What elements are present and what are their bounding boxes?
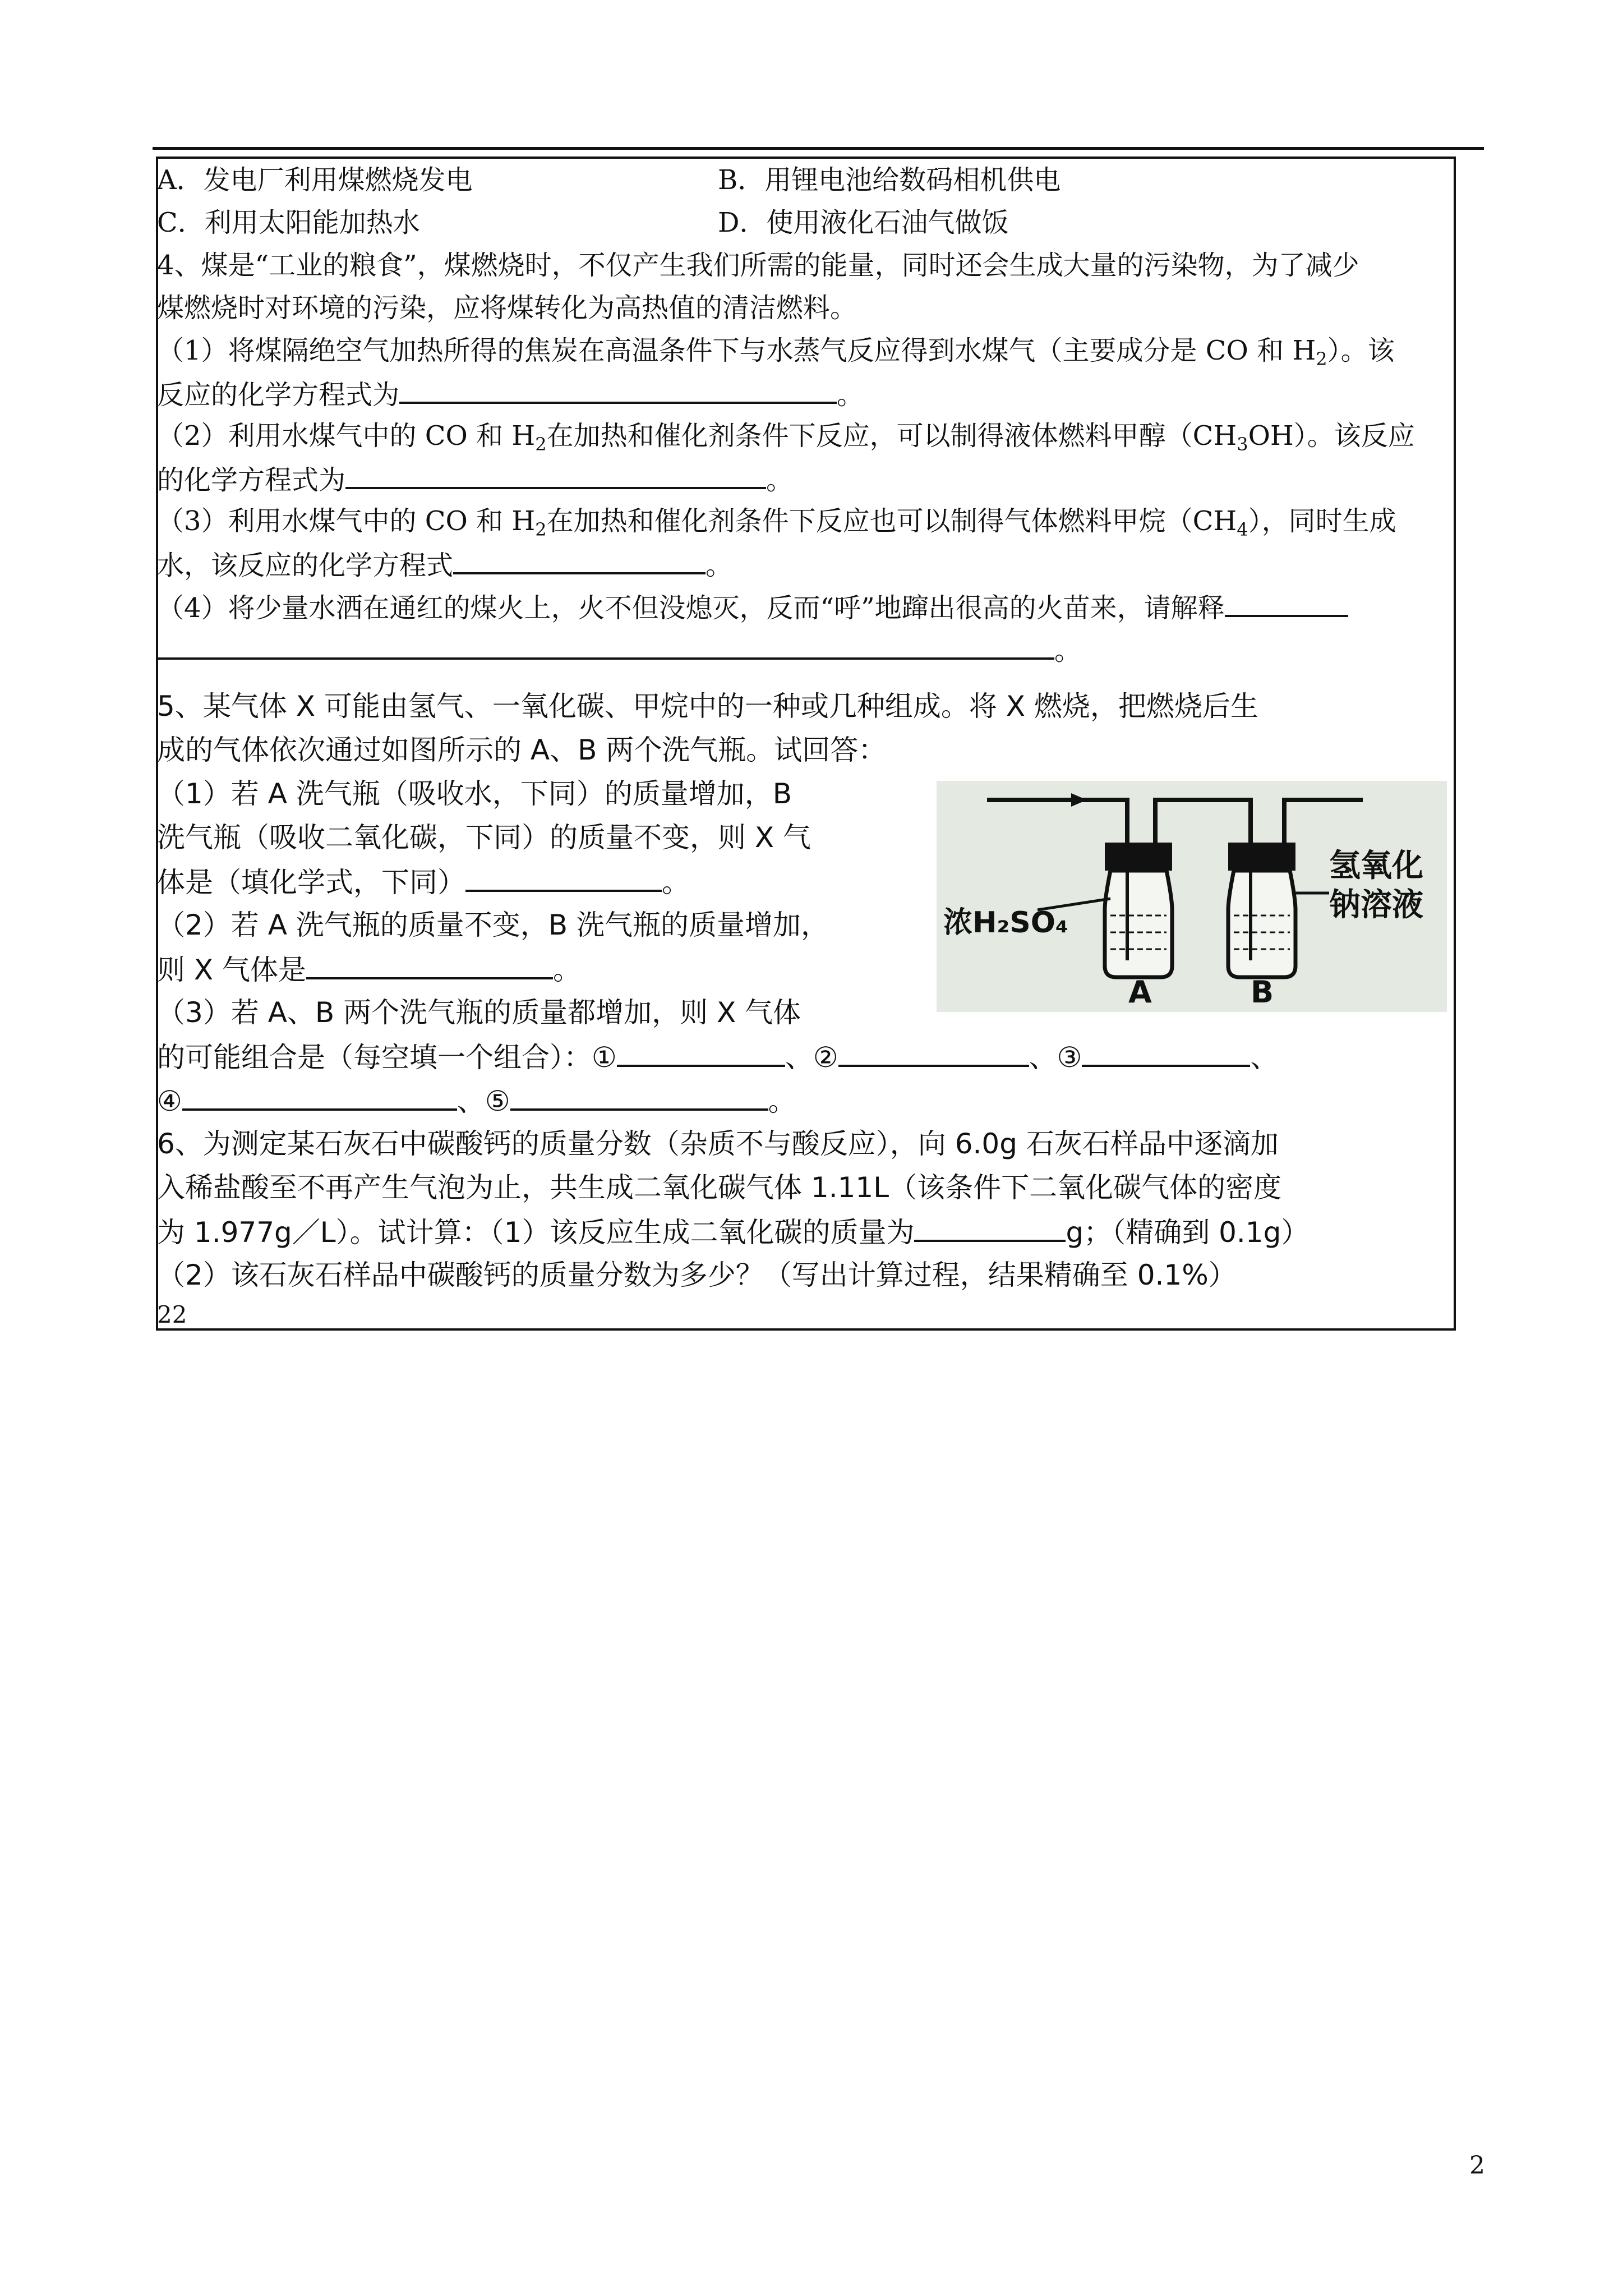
q4-part4-line1: （4）将少量水洒在通红的煤火上，火不但没熄灭，反而“呼”地蹿出很高的火苗来，请解释 (157, 589, 1348, 625)
q4-part4-line2: 。 (157, 632, 1081, 668)
q6-line-1: 6、为测定某石灰石中碳酸钙的质量分数（杂质不与酸反应），向 6.0g 石灰石样品中逐滴加 (157, 1128, 1279, 1160)
fig-label-a: A (1128, 974, 1152, 1010)
q4-part4-answer-blank-b[interactable] (157, 632, 1054, 660)
header-rule (153, 147, 1484, 150)
q5-line-1: 5、某气体 X 可能由氢气、一氧化碳、甲烷中的一种或几种组成。将 X 燃烧，把燃烧后生 (157, 690, 1258, 723)
page-number: 2 (1469, 2151, 1485, 2180)
option-b: B．用锂电池给数码相机供电 (718, 164, 1061, 196)
q5-blank-3[interactable] (1082, 1039, 1250, 1067)
q5-line-9: 的可能组合是（每空填一个组合）：① 、② 、③ 、 (157, 1039, 1278, 1075)
q5-blank-2[interactable] (838, 1039, 1029, 1067)
q4-intro-line-1: 4、煤是“工业的粮食”，煤燃烧时，不仅产生我们所需的能量，同时还会生成大量的污染物，为了减少 (157, 250, 1359, 281)
q5-line-7: 则 X 气体是 。 (157, 951, 581, 987)
q5-part1-answer-blank[interactable] (465, 864, 662, 892)
q5-line-2: 成的气体依次通过如图所示的 A、B 两个洗气瓶。试回答： (157, 734, 887, 766)
options-row-2 (157, 205, 1009, 240)
bottle-b-icon (1228, 843, 1295, 977)
q5-blank-4[interactable] (182, 1083, 457, 1111)
q5-line-3: （1）若 A 洗气瓶（吸收水，下同）的质量增加，B (157, 777, 792, 810)
q4-part1-answer-blank[interactable] (399, 376, 837, 404)
fig-label-naoh-1: 氢氧化 (1329, 848, 1423, 884)
q5-blank-5[interactable] (510, 1083, 768, 1111)
q4-part4-answer-blank-a[interactable] (1225, 589, 1348, 617)
option-a: A．发电厂利用煤燃烧发电 (157, 164, 473, 196)
wash-bottles-diagram (937, 781, 1447, 1012)
q4-intro-line-2: 煤燃烧时对环境的污染，应将煤转化为高热值的清洁燃料。 (157, 292, 857, 324)
q4-part2-answer-blank[interactable] (345, 461, 766, 489)
box-footer-number: 22 (157, 1301, 187, 1328)
q6-line-2: 入稀盐酸至不再产生气泡为止，共生成二氧化碳气体 1.11L（该条件下二氧化碳气体的密度 (157, 1171, 1282, 1204)
bottle-a-icon (1105, 843, 1172, 977)
q5-line-5: 体是（填化学式，下同） 。 (157, 864, 690, 900)
q5-blank-1[interactable] (617, 1039, 785, 1067)
q4-part2-line1: （2）利用水煤气中的 CO 和 $H_2$在加热和催化剂条件下反应，可以制得液体燃料甲醇$(CH_3OH)$。该反应 (157, 420, 1415, 455)
q6-co2-mass-blank[interactable] (914, 1214, 1066, 1242)
q4-part3-line2: 水，该反应的化学方程式 。 (157, 546, 732, 583)
q4-part1-line2: 反应的化学方程式为 。 (157, 376, 864, 412)
q5-line-10: ④ 、⑤ 。 (157, 1083, 796, 1119)
wash-bottle-figure (937, 781, 1447, 1012)
option-c: C．利用太阳能加热水 (157, 207, 420, 238)
q5-part2-answer-blank[interactable] (306, 951, 553, 979)
q5-line-4: 洗气瓶（吸收二氧化碳，下同）的质量不变，则 X 气 (157, 821, 811, 854)
fig-label-b: B (1251, 974, 1274, 1010)
q4-part1-line1: （1）将煤隔绝空气加热所得的焦炭在高温条件下与水蒸气反应得到水煤气（主要成分是 CO 和 $H_2$）。该 (157, 335, 1395, 370)
q4-part2-line2: 的化学方程式为 。 (157, 461, 793, 498)
q5-line-6: （2）若 A 洗气瓶的质量不变，B 洗气瓶的质量增加， (157, 909, 829, 941)
q5-line-8: （3）若 A、B 两个洗气瓶的质量都增加，则 X 气体 (157, 996, 801, 1029)
option-d: D．使用液化石油气做饭 (718, 207, 1009, 238)
fig-label-h2so4: 浓H₂SO₄ (943, 906, 1068, 940)
fig-label-naoh-2: 钠溶液 (1329, 887, 1423, 923)
q6-line-3: 为 1.977g／L）。试计算：（1）该反应生成二氧化碳的质量为 g；（精确到 0.1g） (157, 1214, 1309, 1250)
q4-part3-line1: （3）利用水煤气中的 CO 和 $H_2$在加热和催化剂条件下反应也可以制得气体燃料甲烷$(CH_4)$，同时生成 (157, 505, 1396, 540)
q6-line-4: （2）该石灰石样品中碳酸钙的质量分数为多少？（写出计算过程，结果精确至 0.1%） (157, 1259, 1237, 1291)
options-row-1 (157, 163, 1061, 197)
q4-part3-answer-blank[interactable] (453, 546, 706, 574)
